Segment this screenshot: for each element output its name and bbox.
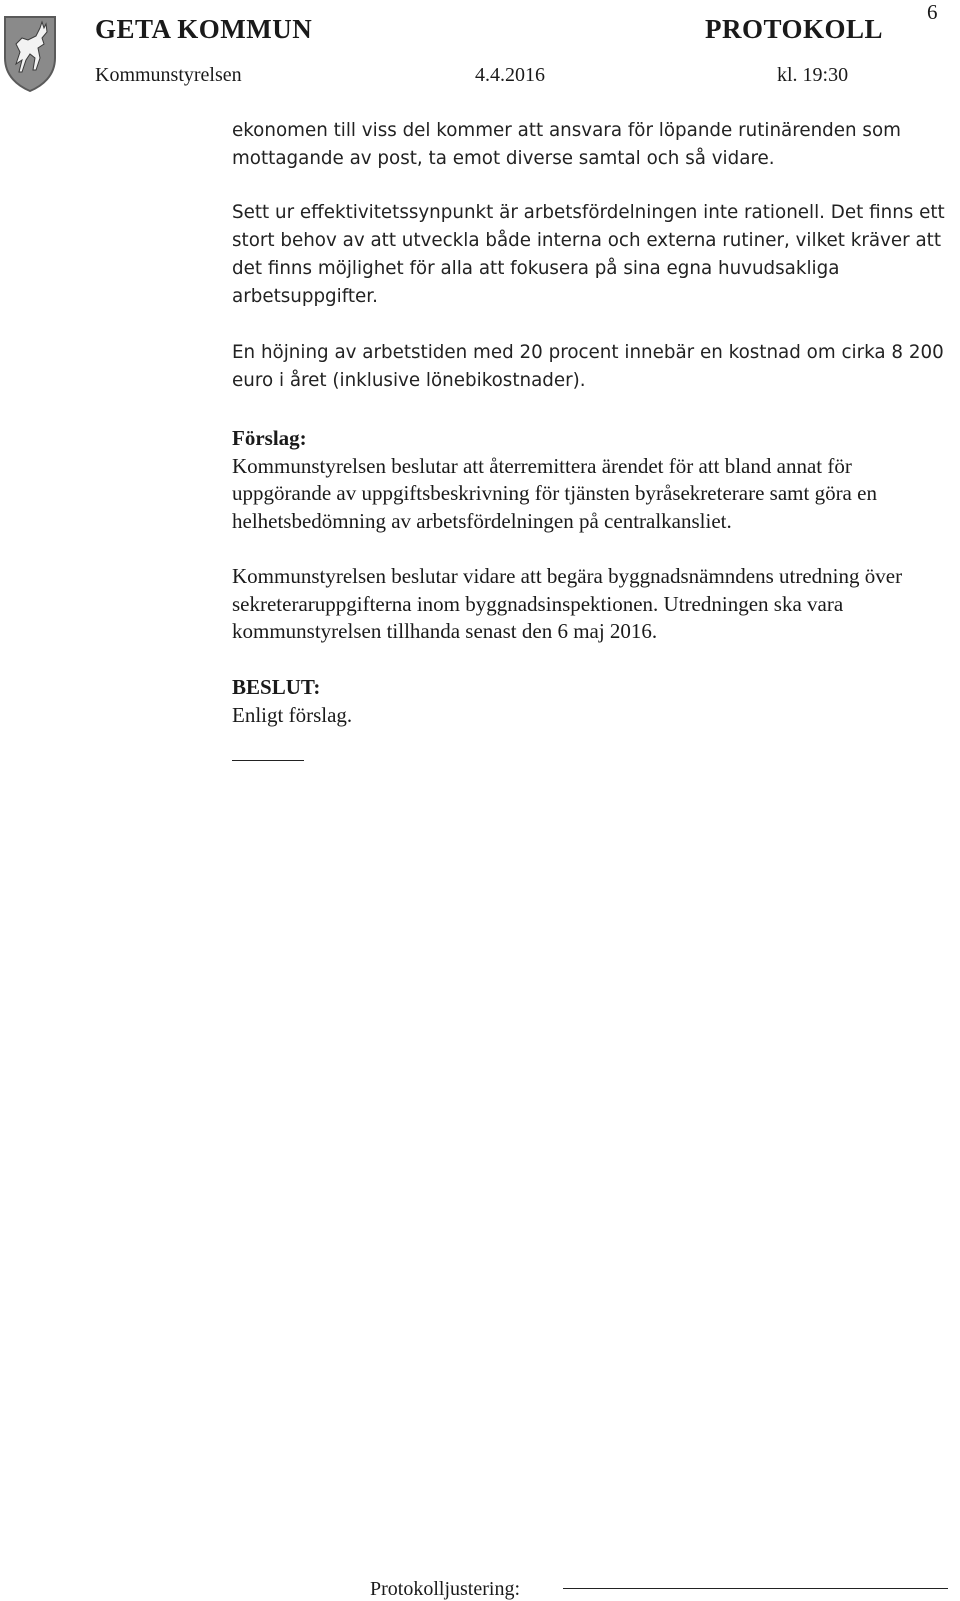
meeting-date: 4.4.2016 bbox=[475, 64, 545, 86]
proposal-text: Kommunstyrelsen beslutar att återremittera ärendet för att bland annat för uppgörande av uppgiftsbeskrivning för tjänsten byråsekreterare samt göra en helhetsbedömning av arbetsfördelningen på centralkansliet. bbox=[232, 453, 877, 533]
coat-of-arms-icon bbox=[2, 14, 58, 92]
page-number: 6 bbox=[927, 0, 938, 24]
decision-text: Enligt förslag. bbox=[232, 702, 353, 727]
paragraph-1 bbox=[232, 117, 950, 173]
proposal-heading: Förslag: bbox=[232, 426, 307, 450]
document-type: PROTOKOLL bbox=[705, 14, 884, 44]
paragraph-text: Sett ur effektivitetssynpunkt är arbetsfördelningen inte rationell. Det finns ett stort behov av att utveckla både interna och externa rutiner, vilket kräver att det finns möjlighet för alla att fokusera på sina egna huvudsakliga arbetsuppgifter. bbox=[232, 202, 945, 307]
section-end-divider bbox=[232, 760, 304, 761]
proposal-section-2 bbox=[232, 563, 950, 646]
decision-section bbox=[232, 674, 950, 729]
protocol-adjustment-label: Protokolljustering: bbox=[370, 1578, 520, 1600]
paragraph-text: En höjning av arbetstiden med 20 procent innebär en kostnad om cirka 8 200 euro i året (inklusive lönebikostnader). bbox=[232, 342, 944, 391]
committee-name: Kommunstyrelsen bbox=[95, 64, 242, 86]
proposal-section bbox=[232, 425, 950, 535]
decision-heading: BESLUT: bbox=[232, 675, 321, 699]
paragraph-3 bbox=[232, 339, 950, 395]
paragraph-2 bbox=[232, 199, 950, 311]
paragraph-text: ekonomen till viss del kommer att ansvara för löpande rutinärenden som mottagande av post, ta emot diverse samtal och så vidare. bbox=[232, 120, 901, 169]
organization-name: GETA KOMMUN bbox=[95, 14, 313, 44]
proposal-text-2: Kommunstyrelsen beslutar vidare att begära byggnadsnämndens utredning över sekreteraruppgifterna inom byggnadsinspektionen. Utredningen ska vara kommunstyrelsen tillhanda senast den 6 maj 2016. bbox=[232, 564, 903, 643]
signature-line bbox=[563, 1588, 948, 1589]
meeting-time: kl. 19:30 bbox=[777, 64, 849, 86]
